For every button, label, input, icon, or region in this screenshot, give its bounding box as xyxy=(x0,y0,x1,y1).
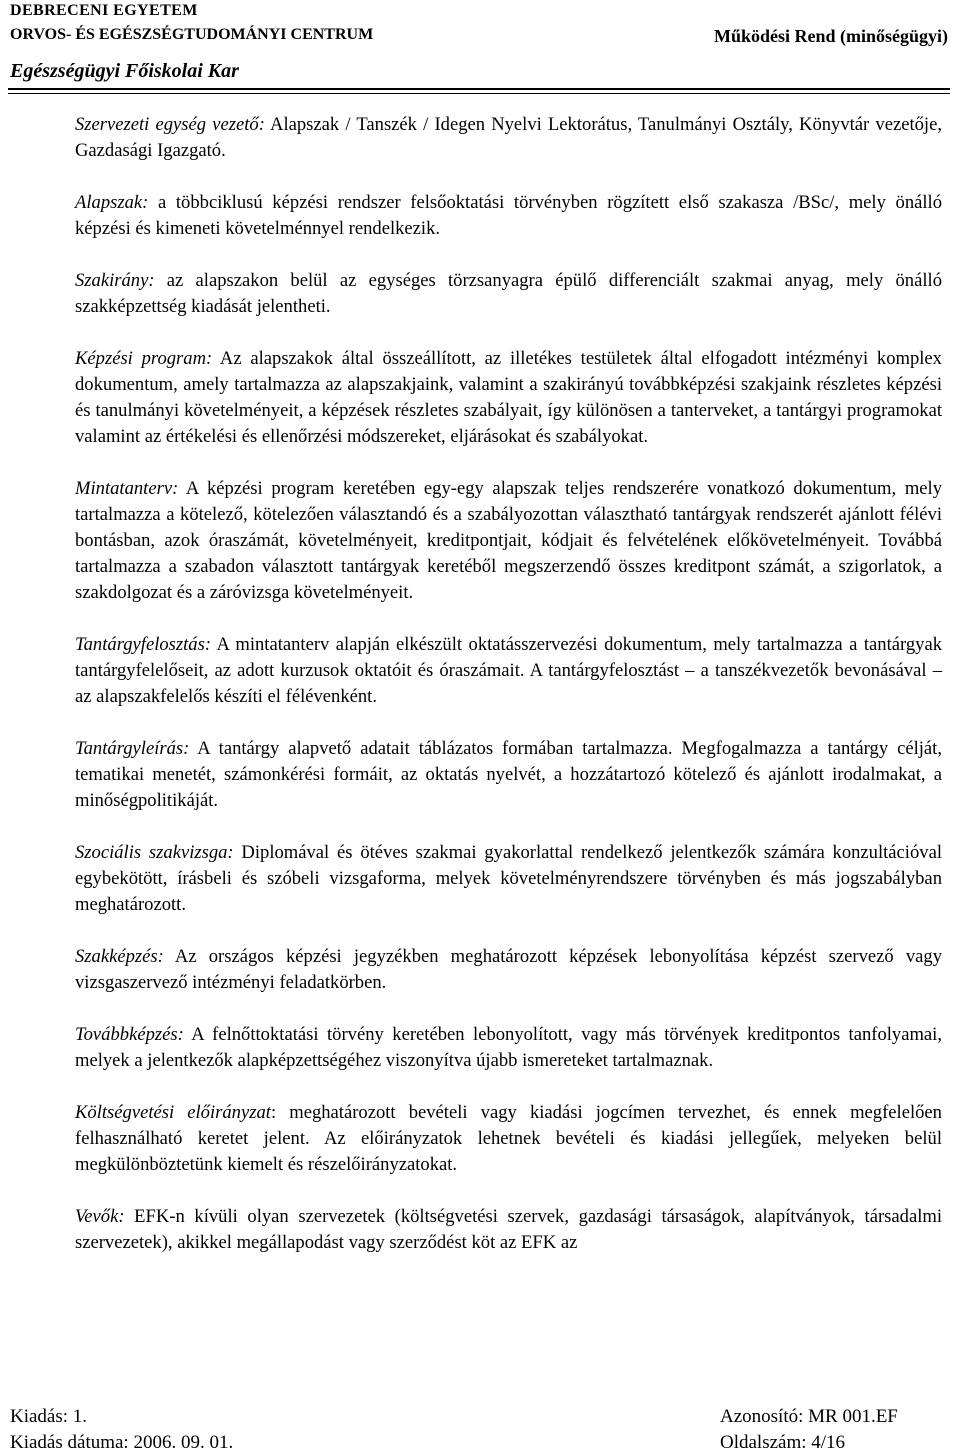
definition-paragraph xyxy=(75,1022,942,1074)
definition-paragraph xyxy=(75,346,942,450)
definition-term: Képzési program: xyxy=(75,348,213,369)
definition-text: Az alapszakok által összeállított, az illetékes testületek által elfogadott intézményi komplex dokumentum, amely tartalmazza az alapszakjaink, valamint a szakirányú továbbképzési szakjaink részletes képzési és tanulmányi követelményeit, a képzések részletes szabályait, így különösen a tanterveket, a tantárgyi programokat valamint az értékelési és ellenőrzési módszereket, eljárásokat és szabályokat. xyxy=(75,348,942,447)
definition-text: Az országos képzési jegyzékben meghatározott képzések lebonyolítása képzést szervező vagy vizsgaszervező intézményi feladatkörben. xyxy=(75,946,942,993)
footer-identifier: Azonosító: MR 001.EF xyxy=(720,1406,898,1427)
header-university: DEBRECENI EGYETEM xyxy=(10,2,198,19)
definition-text: az alapszakon belül az egységes törzsanyagra épülő differenciált szakmai anyag, mely önálló szakképzettség kiadását jelentheti. xyxy=(75,270,942,317)
definition-paragraph xyxy=(75,632,942,710)
definition-term: Vevők: xyxy=(75,1206,125,1227)
definition-paragraph xyxy=(75,736,942,814)
definition-text: Diplomával és ötéves szakmai gyakorlattal rendelkező jelentkezők számára konzultációval egybekötött, írásbeli és szóbeli vizsgaforma, melyek követelményrendszere törvényben és más jogszabályban meghatározott. xyxy=(75,842,942,915)
definition-term: Szervezeti egység vezető: xyxy=(75,114,265,135)
definition-paragraph xyxy=(75,476,942,606)
definition-text: A felnőttoktatási törvény keretében lebonyolított, vagy más törvények kreditpontos tanfolyamai, melyek a jelentkezők alapképzettségéhez viszonyítva újabb ismereteket tartalmaznak. xyxy=(75,1024,942,1071)
definition-term: Szakképzés: xyxy=(75,946,164,967)
definition-paragraph xyxy=(75,112,942,164)
header-center: ORVOS- ÉS EGÉSZSÉGTUDOMÁNYI CENTRUM xyxy=(10,26,374,43)
definition-text: : meghatározott bevételi vagy kiadási jogcímen tervezhet, és ennek megfelelően felhasználható keretet jelent. Az előirányzatok lehetnek bevételi és kiadási jellegűek, melyeken belül megkülönböztetünk kiemelt és részelőirányzatokat. xyxy=(75,1102,942,1175)
header-rule-thick xyxy=(8,88,950,90)
definition-text: A mintatanterv alapján elkészült oktatásszervezési dokumentum, mely tartalmazza a tantárgyak tantárgyfelelőseit, az adott kurzusok oktatóit és óraszámait. A tantárgyfelosztást – a tanszékvezetők bevonásával – az alapszakfelelős készíti el félévenként. xyxy=(75,634,942,707)
definition-paragraph xyxy=(75,268,942,320)
header-doc-title: Működési Rend (minőségügyi) xyxy=(713,26,948,46)
footer-edition-date: Kiadás dátuma: 2006. 09. 01. xyxy=(10,1432,234,1453)
definition-paragraph xyxy=(75,190,942,242)
definition-text: A képzési program keretében egy-egy alapszak teljes rendszerére vonatkozó dokumentum, mely tartalmazza a kötelező, kötelezően választandó és a szabályozottan választható tantárgyak rendszerét ajánlott félévi bontásban, azok óraszámát, követelményeit, kreditpontjait, kódjait és felvételének előkövetelményeit. Továbbá tartalmazza a szabadon választott tantárgyak keretéből megszerzendő összes kreditpont számát, a szigorlatok, a szakdolgozat és a záróvizsga követelményeit. xyxy=(75,478,942,603)
definition-term: Költségvetési előirányzat xyxy=(75,1102,271,1123)
definition-term: Szociális szakvizsga: xyxy=(75,842,234,863)
definition-term: Továbbképzés: xyxy=(75,1024,184,1045)
definition-paragraph xyxy=(75,944,942,996)
definition-text: A tantárgy alapvető adatait táblázatos formában tartalmazza. Megfogalmazza a tantárgy célját, tematikai menetét, számonkérési formáit, az oktatás nyelvét, a hozzátartozó kötelező és ajánlott irodalmakat, a minőségpolitikáját. xyxy=(75,738,942,811)
definition-paragraph xyxy=(75,1100,942,1178)
definition-term: Szakirány: xyxy=(75,270,155,291)
document-body xyxy=(75,112,942,1282)
definition-text: EFK-n kívüli olyan szervezetek (költségvetési szervek, gazdasági társaságok, alapítványok, társadalmi szervezetek), akikkel megállapodást vagy szerződést köt az EFK az xyxy=(75,1206,942,1253)
definition-term: Alapszak: xyxy=(75,192,149,213)
footer-edition: Kiadás: 1. xyxy=(10,1406,88,1427)
header-center-row xyxy=(10,26,948,47)
definition-paragraph xyxy=(75,840,942,918)
definition-text: a többciklusú képzési rendszer felsőoktatási törvényben rögzített első szakasza /BSc/, mely önálló képzési és kimeneti követelménnyel rendelkezik. xyxy=(75,192,942,239)
definition-text: Alapszak / Tanszék / Idegen Nyelvi Lektorátus, Tanulmányi Osztály, Könyvtár vezetője, Gazdasági Igazgató. xyxy=(75,114,942,161)
definition-term: Mintatanterv: xyxy=(75,478,179,499)
header-faculty: Egészségügyi Főiskolai Kar xyxy=(10,60,239,82)
definition-paragraph xyxy=(75,1204,942,1256)
definition-term: Tantárgyfelosztás: xyxy=(75,634,212,655)
footer-page-number: Oldalszám: 4/16 xyxy=(720,1432,846,1453)
header-rule-thin xyxy=(8,93,950,94)
definition-term: Tantárgyleírás: xyxy=(75,738,190,759)
